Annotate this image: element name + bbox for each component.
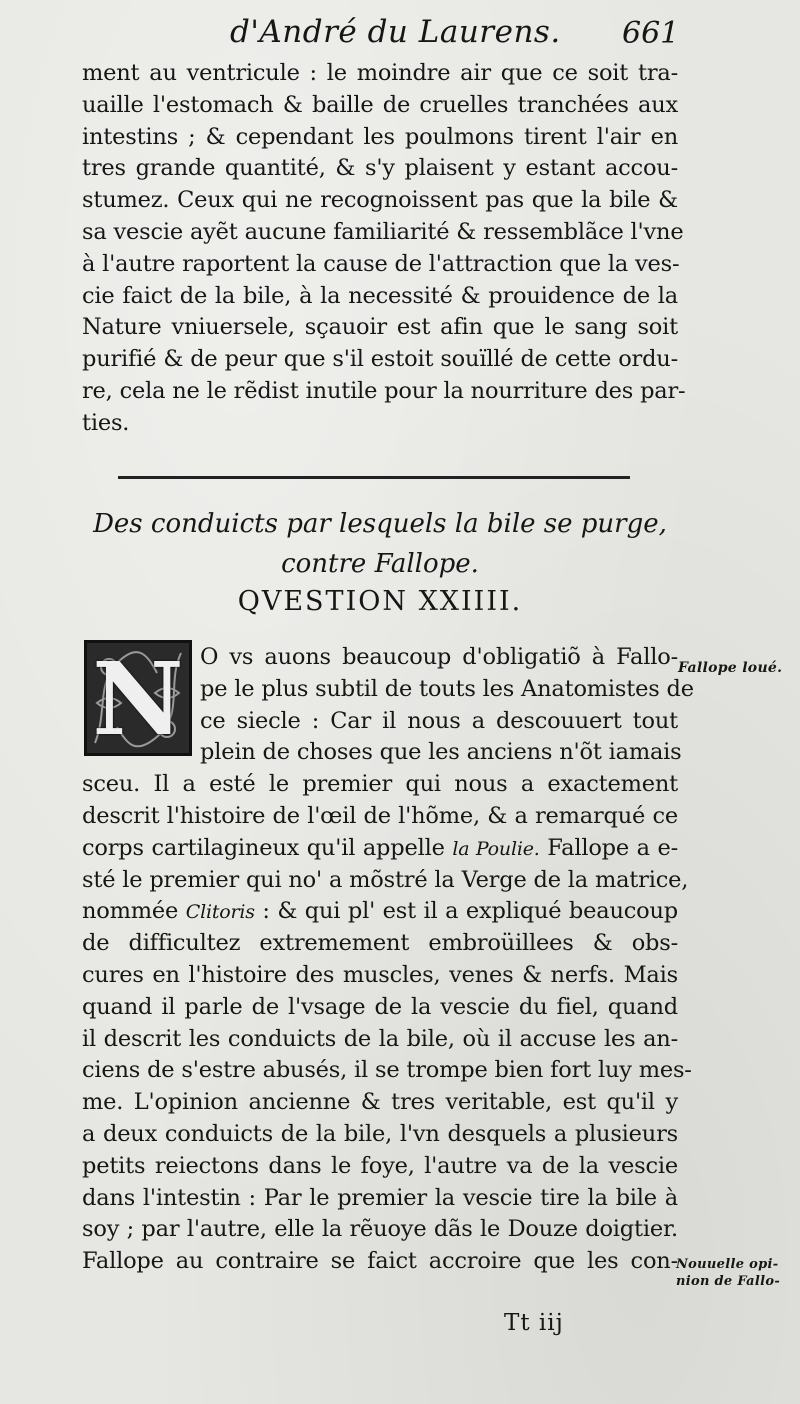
- drop-cap-letter: N: [92, 640, 184, 758]
- signature-mark: Tt iij: [504, 1310, 564, 1336]
- section-divider: [118, 476, 630, 479]
- running-head: d'André du Laurens.: [230, 14, 561, 50]
- text-line: plein de choses que les anciens n'õt iamais: [200, 739, 682, 766]
- text-span: nommée: [82, 898, 186, 925]
- text-line: a deux conduicts de la bile, l'vn desquels a plusieurs: [82, 1120, 678, 1147]
- text-line: à l'autre raportent la cause de l'attraction que la ves-: [82, 250, 680, 277]
- text-line: petits reiectons dans le foye, l'autre va de la vescie: [82, 1152, 678, 1179]
- text-line: sceu. Il a esté le premier qui nous a exactement: [82, 771, 678, 798]
- text-line: Nature vniuersele, sçauoir est afin que le sang soit: [82, 314, 678, 341]
- italic-term: la Poulie.: [452, 837, 540, 860]
- text-line: re, cela ne le rẽdist inutile pour la nourriture des par-: [82, 377, 686, 404]
- text-span: Fallope a e-: [539, 834, 678, 861]
- text-line: ciens de s'estre abusés, il se trompe bien fort luy mes-: [82, 1057, 692, 1084]
- text-line: il descrit les conduicts de la bile, où il accuse les an-: [82, 1025, 678, 1052]
- main-paragraph: [82, 642, 694, 1278]
- text-span: : & qui pl' est il a expliqué beaucoup: [254, 898, 679, 925]
- text-line: me. L'opinion ancienne & tres veritable, est qu'il y: [82, 1089, 678, 1116]
- text-line: [82, 833, 678, 865]
- margin-note: Nouuelle opi-nion de Fallo-: [676, 1257, 781, 1289]
- text-line: soy ; par l'autre, elle la rẽuoye dãs le Douze doigtier.: [82, 1216, 678, 1243]
- text-line: ce siecle : Car il nous a descouuert tout: [200, 707, 678, 734]
- text-line: intestins ; & cependant les poulmons tirent l'air en: [82, 123, 678, 150]
- text-line: sté le premier qui no' a mõstré la Verge de la matrice,: [82, 866, 689, 893]
- text-line: de difficultez extremement embroüillees & obs-: [82, 930, 678, 957]
- section-subheading: contre Fallope.: [281, 549, 479, 579]
- margin-note: Fallope loué.: [678, 660, 783, 676]
- page-number: 661: [622, 16, 680, 51]
- text-line: [82, 896, 678, 928]
- text-line: cures en l'histoire des muscles, venes & nerfs. Mais: [82, 961, 678, 988]
- text-line: ment au ventricule : le moindre air que ce soit tra-: [82, 60, 678, 86]
- section-heading: Des conduicts par lesquels la bile se purge,: [93, 509, 667, 539]
- text-line: descrit l'histoire de l'œil de l'hõme, & a remarqué ce: [82, 802, 678, 829]
- italic-term: Clitoris: [185, 901, 255, 924]
- top-paragraph: [82, 58, 686, 440]
- text-line: pe le plus subtil de touts les Anatomistes de: [200, 675, 694, 702]
- text-line: dans l'intestin : Par le premier la vescie tire la bile à: [82, 1184, 678, 1211]
- text-line: tres grande quantité, & s'y plaisent y estant accou-: [82, 155, 678, 182]
- text-line: quand il parle de l'vsage de la vescie du fiel, quand: [82, 993, 678, 1020]
- text-line: uaille l'estomach & baille de cruelles tranchées aux: [82, 91, 678, 118]
- text-line: Fallope au contraire se faict accroire que les con-: [82, 1248, 678, 1275]
- text-line: O vs auons beaucoup d'obligatiõ à Fallo-: [200, 644, 678, 670]
- text-span: corps cartilagineux qu'il appelle: [82, 834, 453, 861]
- question-label: QVESTION XXIIII.: [237, 586, 523, 617]
- text-line: purifié & de peur que s'il estoit souïllé de cette ordu-: [82, 346, 678, 373]
- text-line: ties.: [82, 409, 130, 436]
- text-line: stumez. Ceux qui ne recognoissent pas que la bile &: [82, 187, 678, 214]
- text-line: cie faict de la bile, à la necessité & prouidence de la: [82, 282, 678, 309]
- text-line: sa vescie ayẽt aucune familiarité & ressemblãce l'vne: [82, 218, 684, 245]
